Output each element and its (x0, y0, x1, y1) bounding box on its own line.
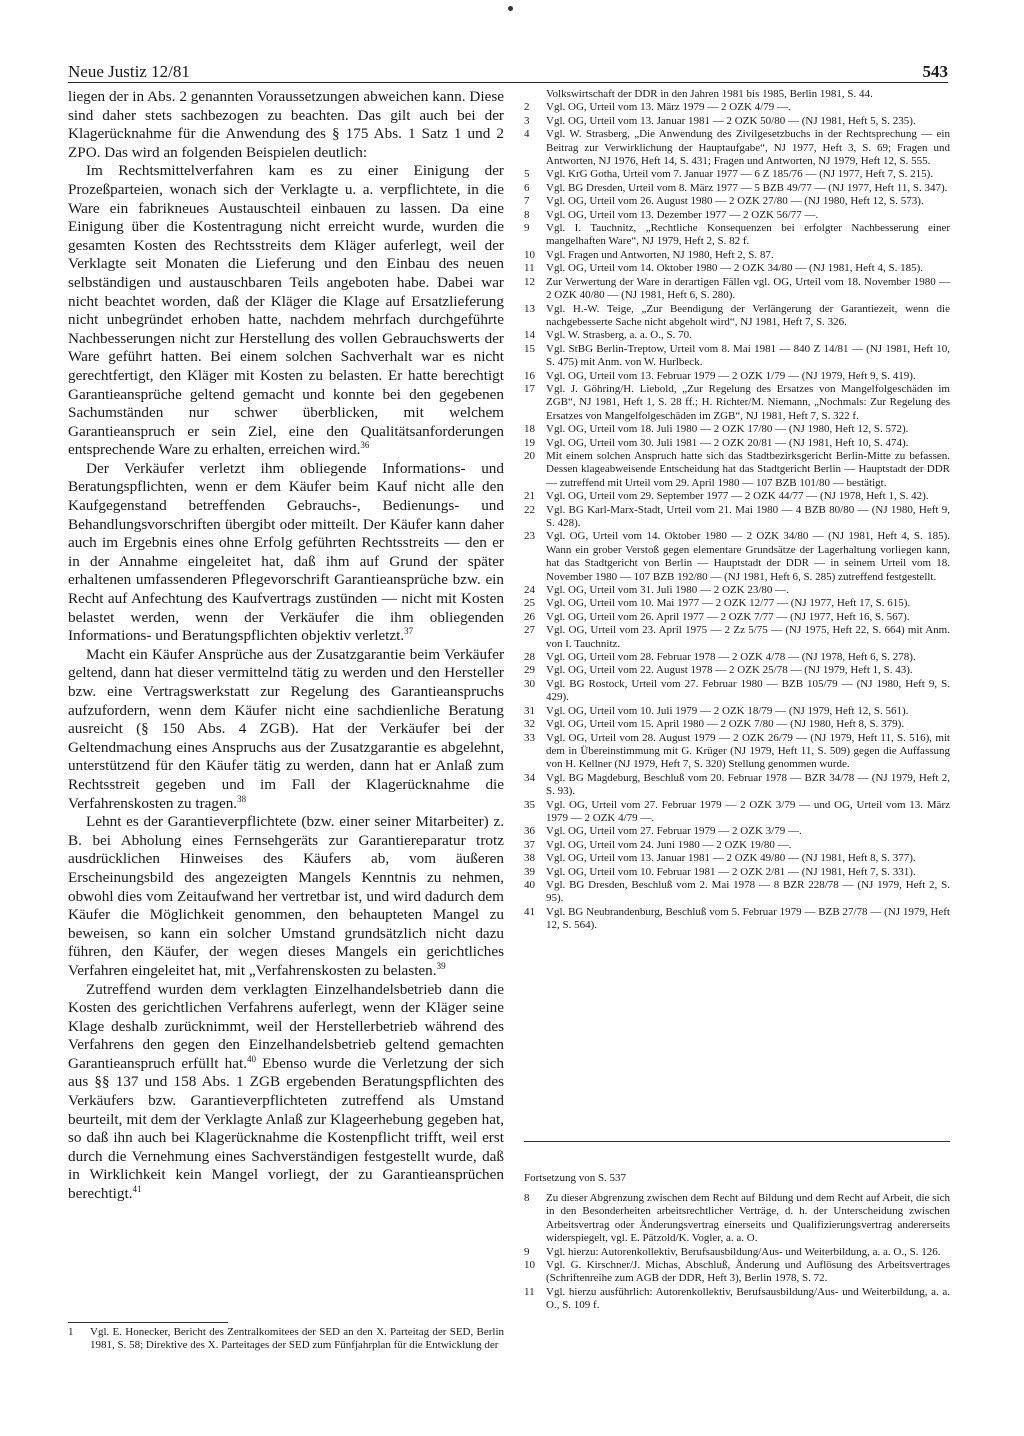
paragraph: Zutreffend wurden dem verklagten Einzelhandelsbetrieb dann die Kosten des gerichtlichen Verfahrens auferlegt, wenn der Kläger seine Klage deshalb zurücknimmt, weil der Herstellerbetrieb während des Verfahrens den gegen den Einzelhandelsbetrieb geltend gemachten Garantieanspruch erfüllt hat.$^{40}$ Ebenso wurde die Verletzung der sich aus §§ 137 und 158 Abs. 1 ZGB ergebenden Beratungspflichten des Verkäufers bzw. Garantieverpflichteten zutreffend als Umstand beurteilt, mit dem der Verklagte Anlaß zur Klageerhebung gegeben hat, so daß ihn auch bei Klagerücknahme die Kostenpflicht trifft, weil erst durch die Vernehmung eines Sachverständigen festgestellt wurde, daß in Wirklichkeit kein Mangel vorliegt, der zu Garantieansprüchen berechtigt.$^{41}$ (68, 980, 504, 1203)
paragraph: Macht ein Käufer Ansprüche aus der Zusatzgarantie beim Verkäufer geltend, dann hat dieser vermittelnd tätig zu werden und den Hersteller bzw. eine Vertragswerkstatt zur Regelung des Garantieanspruchs aufzufordern, wenn dem Käufer nicht eine sachdienliche Beratung ausreicht (§ 150 Abs. 4 ZGB). Hat der Verkäufer bei der Geltendmachung eines Anspruchs aus der Zusatzgarantie es abgelehnt, unterstützend für den Käufer tätig zu werden, dann hat er Anlaß zum Rechtsstreit gegeben und im Fall der Klagerücknahme die Verfahrenskosten zu tragen.$^{38}$ (68, 645, 504, 812)
footnote-text: Vgl. OG, Urteil vom 22. August 1978 — 2 OZK 25/78 — (NJ 1979, Heft 1, S. 43). (546, 664, 913, 677)
footnote-number: 16 (524, 369, 535, 382)
footnote-number: 30 (524, 677, 535, 690)
footnote-text: Vgl. OG, Urteil vom 31. Juli 1980 — 2 OZK 23/80 —. (546, 584, 789, 597)
footnote-text: Vgl. OG, Urteil vom 18. Juli 1980 — 2 OZK 17/80 — (NJ 1980, Heft 12, S. 572). (546, 423, 909, 436)
footnote-number: 6 (524, 181, 530, 194)
footnote-text: Vgl. OG, Urteil vom 13. Januar 1981 — 2 OZK 49/80 — (NJ 1981, Heft 8, S. 377). (546, 852, 916, 865)
footnote-number: 23 (524, 530, 535, 543)
footnote-number: 20 (524, 449, 535, 462)
footnote-item (524, 276, 950, 303)
footnote-item (524, 1259, 950, 1286)
footnote-item (524, 718, 950, 731)
footnote-number: 39 (524, 865, 535, 878)
footnote-ref: 40 (247, 1053, 257, 1064)
footnote-number: 1 (68, 1326, 74, 1338)
footnote-text: Vgl. E. Honecker, Bericht des Zentralkomitees der SED an den X. Parteitag der SED, Berlin 1981, S. 58; Direktive des X. Parteitages der SED zum Fünfjahrplan für die Entwicklung der (90, 1326, 504, 1352)
footnote-text: Vgl. OG, Urteil vom 30. Juli 1981 — 2 OZK 20/81 — (NJ 1981, Heft 10, S. 474). (546, 436, 909, 449)
footnotes-left (68, 1326, 504, 1353)
footnotes-right (524, 88, 950, 933)
footnote-number: 40 (524, 878, 535, 891)
footnote-item (524, 101, 950, 114)
paragraph: Lehnt es der Garantieverpflichtete (bzw. einer seiner Mitarbeiter) z. B. bei Abholung eines Fernsehgeräts zur Garantiereparatur trotz ausdrücklichen Hinweises des Käufers ab, vom äußeren Erscheinungsbild des angezeigten Mangels Kenntnis zu nehmen, obwohl dies vom Zeitaufwand her vertretbar ist, und wird dadurch dem Käufer die Möglichkeit genommen, den behaupteten Mangel zu beweisen, so kann ein solcher Umstand grundsätzlich nicht dazu führen, den Käufer, der wegen dieses Mangels ein gerichtliches Verfahren eingeleitet hat, mit „Verfahrenskosten zu belasten.$^{39}$ (68, 813, 504, 979)
section-rule (524, 1141, 950, 1142)
footnote-text: Vgl. BG Karl-Marx-Stadt, Urteil vom 21. Mai 1980 — 4 BZB 80/80 — (NJ 1980, Heft 9, S. 428). (546, 503, 950, 529)
footnote-number: 36 (524, 825, 535, 838)
footnote-text: Vgl. W. Strasberg, a. a. O., S. 70. (546, 329, 692, 342)
journal-title: Neue Justiz 12/81 (68, 62, 190, 81)
footnote-text: Vgl. OG, Urteil vom 14. Oktober 1980 — 2 OZK 34/80 — (NJ 1981, Heft 4, S. 185). Wann ein grober Verstoß gegen elementare Grundsätze der Lagerhaltung vorliegen kann, hat das Stadtgericht von Berlin — Hauptstadt der DDR — in seinem Urteil vom 18. November 1980 — 107 BZB 192/80 — (NJ 1981, Heft 6, S. 285) zutreffend festgestellt. (546, 530, 950, 583)
footnote-number: 11 (524, 1285, 535, 1298)
footnote-ref: 41 (132, 1183, 142, 1194)
header-rule (68, 82, 948, 83)
footnote-number: 13 (524, 302, 535, 315)
footnote-item (524, 664, 950, 677)
footnote-text: Vgl. OG, Urteil vom 13. Dezember 1977 — 2 OZK 56/77 —. (546, 208, 819, 221)
footnote-item (524, 651, 950, 664)
footnote-text: Vgl. StBG Berlin-Treptow, Urteil vom 8. Mai 1981 — 840 Z 14/81 — (NJ 1981, Heft 10, S. 475) mit Anm. von W. Hurlbeck. (546, 342, 950, 369)
footnote-number: 9 (524, 1245, 530, 1258)
footnote-item (524, 195, 950, 208)
footnote-text: Vgl. OG, Urteil vom 15. April 1980 — 2 OZK 7/80 — (NJ 1980, Heft 8, S. 379). (546, 718, 905, 731)
footnote-item (524, 825, 950, 838)
footnote-text: Vgl. OG, Urteil vom 23. April 1975 — 2 Zz 5/75 — (NJ 1975, Heft 22, S. 664) mit Anm. von I. Tauchnitz. (546, 624, 950, 650)
footnote-text: Zu dieser Abgrenzung zwischen dem Recht auf Bildung und dem Recht auf Arbeit, die sich in den Besonderheiten arbeitsrechtlicher Verträge, d. h. der Unterscheidung zwischen Arbeitsvertrag oder Änderungsvertrag einerseits und Qualifizierungsvertrag andererseits widerspiegelt, vgl. E. Pätzold/K. Vogler, a. a. O. (546, 1192, 950, 1245)
footnote-text: Vgl. KrG Gotha, Urteil vom 7. Januar 1977 — 6 Z 185/76 — (NJ 1977, Heft 7, S. 215). (546, 168, 934, 181)
footnote-number: 24 (524, 584, 535, 597)
footnote-item (68, 1326, 504, 1353)
footnote-text: Vgl. OG, Urteil vom 27. Februar 1979 — 2 OZK 3/79 — und OG, Urteil vom 13. März 1979 — 2 OZK 4/79 —. (546, 798, 950, 824)
footnote-number: 33 (524, 731, 535, 744)
footnote-item (524, 343, 950, 370)
footnote-number: 38 (524, 852, 535, 865)
footnote-text: Volkswirtschaft der DDR in den Jahren 1981 bis 1985, Berlin 1981, S. 44. (546, 88, 873, 100)
footnote-text: Vgl. BG Neubrandenburg, Beschluß vom 5. Februar 1979 — BZB 27/78 — (NJ 1979, Heft 12, S. 564). (546, 905, 950, 932)
footnote-item (524, 168, 950, 181)
footnote-number: 7 (524, 195, 530, 208)
footnote-item (524, 799, 950, 826)
footnote-item (524, 383, 950, 423)
paragraph-continuation: Ebenso wurde die Verletzung der sich aus §§ 137 und 158 Abs. 1 ZGB ergebenden Beratungspflichten des Verkäufers bzw. Garantieverpflichteten zutreffend als Umstand beurteilt, mit dem der Verklagte Anlaß zur Klageerhebung gegeben hat, so daß ihn auch bei Klagerücknahme die Kostenpflicht trifft, weil erst durch die Vernehmung eines Sachverständigen festgestellt wurde, daß in Wirklichkeit kein Mangel vorliegt, der zu Garantieansprüchen berechtigt. (68, 1054, 504, 1203)
footnote-item (524, 839, 950, 852)
footnote-item (524, 1192, 950, 1246)
footnote-number: 37 (524, 838, 535, 851)
footnote-item (524, 1286, 950, 1313)
footnote-text: Vgl. OG, Urteil vom 27. Februar 1979 — 2 OZK 3/79 —. (546, 825, 802, 838)
footnote-number: 18 (524, 423, 535, 436)
footnote-number (524, 88, 546, 101)
main-text-column (68, 88, 504, 1204)
footnote-number: 27 (524, 624, 535, 637)
footnote-text: Zur Verwertung der Ware in derartigen Fällen vgl. OG, Urteil vom 18. November 1980 — 2 OZK 40/80 — (NJ 1981, Heft 6, S. 280). (546, 275, 950, 302)
paragraph: Im Rechtsmittelverfahren kam es zu einer Einigung der Prozeßparteien, wonach sich der Verklagte u. a. verpflichtete, in die Ware ein fabrikneues Austauschteil einbauen zu lassen. Da eine Einigung über die Kostentragung nicht erreicht wurde, wurden die gesamten Kosten des Rechtsstreits dem Kläger auferlegt, weil der Verklagte seit Monaten die Lieferung und den Einbau des neuen selbständigen und austauschbaren Teils angeboten habe. Dabei war nicht beachtet worden, daß der Kläger die Klage auf Ersatzlieferung nicht unbegründet erhoben hatte, nachdem mehrfach durchgeführte Nachbesserungen nicht zur Herstellung des vollen Gebrauchswerts der Ware geführt hatten. Bei einem solchen Sachverhalt war es nicht gerechtfertigt, den Kläger mit Kosten zu belasten. Er hatte berechtigt Garantieansprüche geltend gemacht und konnte bei den gegebenen Sachumständen nur schwer überblicken, mit welchem Garantieanspruch er sein Ziel, eine den Qualitätsanforderungen entsprechende Ware zu erhalten, erreichen wird.$^{36}$ (68, 162, 504, 459)
footnote-number: 9 (524, 222, 530, 235)
footnote-item (524, 772, 950, 799)
footnote-number: 8 (524, 1192, 530, 1204)
footnote-number: 11 (524, 262, 535, 275)
footnote-text: Vgl. W. Strasberg, „Die Anwendung des Zivilgesetzbuchs in der Rechtsprechung — ein Beitrag zur Verwirklichung der Hauptaufgabe“, NJ 1977, Heft 3, S. 69; Fragen und Antworten, NJ 1976, Heft 14, S. 431; Fragen und Antworten, NJ 1979, Heft 12, S. 555. (546, 128, 950, 168)
footnote-text: Vgl. BG Magdeburg, Beschluß vom 20. Februar 1978 — BZR 34/78 — (NJ 1979, Heft 2, S. 93). (546, 771, 950, 798)
footnote-text: Vgl. OG, Urteil vom 13. März 1979 — 2 OZK 4/79 —. (546, 101, 791, 114)
footnote-item (524, 450, 950, 490)
footnote-ref: 36 (360, 440, 370, 451)
footnote-number: 26 (524, 610, 535, 623)
footnote-item (524, 370, 950, 383)
footnote-item (524, 262, 950, 275)
footnote-item (524, 303, 950, 330)
footnote-number: 3 (524, 114, 530, 127)
footnote-rule (68, 1322, 228, 1323)
footnote-number: 19 (524, 436, 535, 449)
footnote-text: Vgl. OG, Urteil vom 26. April 1977 — 2 OZK 7/77 — (NJ 1977, Heft 16, S. 567). (546, 610, 910, 623)
footnote-text: Vgl. Fragen und Antworten, NJ 1980, Heft 2, S. 87. (546, 248, 774, 261)
footnote-ref: 37 (404, 626, 414, 637)
footnote-text: Vgl. BG Dresden, Urteil vom 8. März 1977 — 5 BZB 49/77 — (NJ 1977, Heft 11, S. 347). (546, 181, 948, 194)
footnote-item (524, 128, 950, 168)
footnote-item (524, 584, 950, 597)
footnote-item (524, 209, 950, 222)
footnote-number: 17 (524, 382, 535, 395)
footnote-item (524, 879, 950, 906)
footnote-number: 21 (524, 490, 535, 503)
footnote-text: Vgl. OG, Urteil vom 10. Februar 1981 — 2 OZK 2/81 — (NJ 1981, Heft 7, S. 331). (546, 865, 916, 878)
footnote-text: Vgl. OG, Urteil vom 10. Mai 1977 — 2 OZK 12/77 — (NJ 1977, Heft 17, S. 615). (546, 597, 911, 610)
footnote-item (524, 1246, 950, 1259)
footnote-item (524, 249, 950, 262)
paragraph: Der Verkäufer verletzt ihm obliegende Informations- und Beratungspflichten, wenn er dem Käufer beim Kauf nicht alle den Kaufgegenstand betreffenden Gebrauchs-, Bedienungs- und Behandlungsvorschriften übergibt oder mitteilt. Der Käufer kann daher auch im Ergebnis eines ohne Erfolg geführten Rechtsstreits — den er in der Annahme eingeleitet hat, daß ihm auf Grund der später erhaltenen umfassenderen Pflegevorschrift Garantieansprüche bzw. ein Recht auf Anfechtung des Kaufvertrags zustünden — nicht mit Kosten belastet werden, wenn der Verkäufer die ihm obliegenden Informations- und Beratungspflichten objektiv verletzt.$^{37}$ (68, 459, 504, 645)
footnote-text: Vgl. OG, Urteil vom 28. August 1979 — 2 OZK 26/79 — (NJ 1979, Heft 11, S. 516), mit dem in Übereinstimmung mit G. Krüger (NJ 1979, Heft 11, S. 509) gegen die Auffassung von H. Kellner (NJ 1979, Heft 7, S. 320) Stellung genommen wurde. (546, 731, 950, 771)
footnote-number: 35 (524, 798, 535, 811)
footnote-item (524, 88, 950, 101)
footnote-item (524, 182, 950, 195)
footnote-number: 31 (524, 704, 535, 717)
footnote-number: 8 (524, 208, 530, 221)
footnote-number: 14 (524, 329, 535, 342)
footnote-item (524, 222, 950, 249)
footnote-text: Vgl. OG, Urteil vom 14. Oktober 1980 — 2 OZK 34/80 — (NJ 1981, Heft 4, S. 185). (546, 262, 924, 275)
footnote-text: Vgl. H.-W. Teige, „Zur Beendigung der Verlängerung der Garantiezeit, wenn die nachgebesserte Sache nicht abgeholt wird“, NJ 1981, Heft 7, S. 326. (546, 302, 950, 328)
footnote-item (524, 678, 950, 705)
footnote-text: Vgl. OG, Urteil vom 24. Juni 1980 — 2 OZK 19/80 —. (546, 838, 792, 851)
footnote-item (524, 504, 950, 531)
footnote-text: Mit einem solchen Anspruch hatte sich das Stadtbezirksgericht Berlin-Mitte zu befassen. Dessen klageabweisende Entscheidung hat das Stadtgericht Berlin — Hauptstadt der DDR — zutreffend mit Urteil vom 29. April 1980 — 107 BZB 101/80 — bestätigt. (546, 449, 950, 489)
footnote-number: 28 (524, 651, 535, 664)
footnote-text: Vgl. G. Kirschner/J. Michas, Abschluß, Änderung und Auflösung des Arbeitsvertrages (Schriftenreihe zum AGB der DDR, Heft 3), Berlin 1978, S. 72. (546, 1259, 950, 1285)
footnote-item (524, 906, 950, 933)
footnote-text: Vgl. OG, Urteil vom 28. Februar 1978 — 2 OZK 4/78 — (NJ 1978, Heft 6, S. 278). (546, 651, 916, 664)
footnote-item (524, 705, 950, 718)
footnote-number: 4 (524, 128, 530, 141)
footnote-item (524, 597, 950, 610)
footnote-item (524, 852, 950, 865)
footnote-text: Vgl. hierzu: Autorenkollektiv, Berufsausbildung/Aus- und Weiterbildung, a. a. O., S. 126. (546, 1245, 941, 1258)
footnote-text: Vgl. OG, Urteil vom 13. Januar 1981 — 2 OZK 50/80 — (NJ 1981, Heft 5, S. 235). (546, 114, 916, 127)
footnote-text: Vgl. BG Dresden, Beschluß vom 2. Mai 1978 — 8 BZR 228/78 — (NJ 1979, Heft 2, S. 95). (546, 878, 950, 905)
footnote-number: 5 (524, 168, 530, 181)
footnote-text: Vgl. hierzu ausführlich: Autorenkollektiv, Berufsausbildung/Aus- und Weiterbildung, a. a. O., S. 109 f. (546, 1285, 950, 1312)
footnote-item (524, 611, 950, 624)
footnote-ref: 39 (436, 960, 446, 971)
footnote-text: Vgl. BG Rostock, Urteil vom 27. Februar 1980 — BZB 105/79 — (NJ 1980, Heft 9, S. 429). (546, 677, 950, 704)
footnote-item (524, 530, 950, 584)
footnote-item (524, 866, 950, 879)
footnote-number: 15 (524, 342, 535, 355)
paragraph: liegen der in Abs. 2 genannten Voraussetzungen abweichen kann. Diese sind daher stets sachbezogen zu beachten. Das gilt auch bei der Klagerücknahme für die Anwendung des § 175 Abs. 1 Satz 1 und 2 ZPO. Das wird an folgenden Beispielen deutlich: (68, 88, 504, 161)
continuation-notes (524, 1192, 950, 1313)
scan-mark (508, 6, 513, 11)
footnote-text: Vgl. OG, Urteil vom 26. August 1980 — 2 OZK 27/80 — (NJ 1980, Heft 12, S. 573). (546, 195, 924, 208)
footnote-item (524, 115, 950, 128)
footnote-number: 12 (524, 275, 535, 288)
footnote-text: Vgl. OG, Urteil vom 29. September 1977 — 2 OZK 44/77 — (NJ 1978, Heft 1, S. 42). (546, 490, 929, 503)
footnote-number: 29 (524, 664, 535, 677)
footnote-item (524, 732, 950, 772)
footnote-number: 25 (524, 597, 535, 610)
footnote-text: Vgl. OG, Urteil vom 10. Juli 1979 — 2 OZK 18/79 — (NJ 1979, Heft 12, S. 561). (546, 704, 909, 717)
footnote-item (524, 624, 950, 651)
footnote-item (524, 490, 950, 503)
continuation-label: Fortsetzung von S. 537 (524, 1172, 627, 1184)
footnote-number: 41 (524, 905, 535, 918)
footnote-number: 32 (524, 718, 535, 731)
footnote-item (524, 329, 950, 342)
footnote-item (524, 423, 950, 436)
footnote-text: Vgl. OG, Urteil vom 13. Februar 1979 — 2 OZK 1/79 — (NJ 1979, Heft 9, S. 419). (546, 369, 916, 382)
footnote-number: 2 (524, 101, 530, 114)
footnote-number: 10 (524, 248, 535, 261)
footnote-number: 22 (524, 503, 535, 516)
footnote-text: Vgl. I. Tauchnitz, „Rechtliche Konsequenzen bei erfolgter Nachbesserung einer mangelhaften Ware“, NJ 1979, Heft 2, S. 82 f. (546, 222, 950, 248)
footnote-item (524, 437, 950, 450)
page-number: 543 (922, 62, 948, 81)
footnote-text: Vgl. J. Göhring/H. Liebold, „Zur Regelung des Ersatzes von Mangelfolgeschäden im ZGB“, NJ 1981, Heft 1, S. 28 ff.; H. Richter/M. Niemann, „Nochmals: Zur Regelung des Ersatzes von Mangelfolgeschäden im ZGB“, NJ 1981, Heft 7, S. 322 f. (546, 382, 950, 422)
footnote-number: 34 (524, 771, 535, 784)
footnote-ref: 38 (237, 793, 247, 804)
footnote-number: 10 (524, 1259, 535, 1272)
